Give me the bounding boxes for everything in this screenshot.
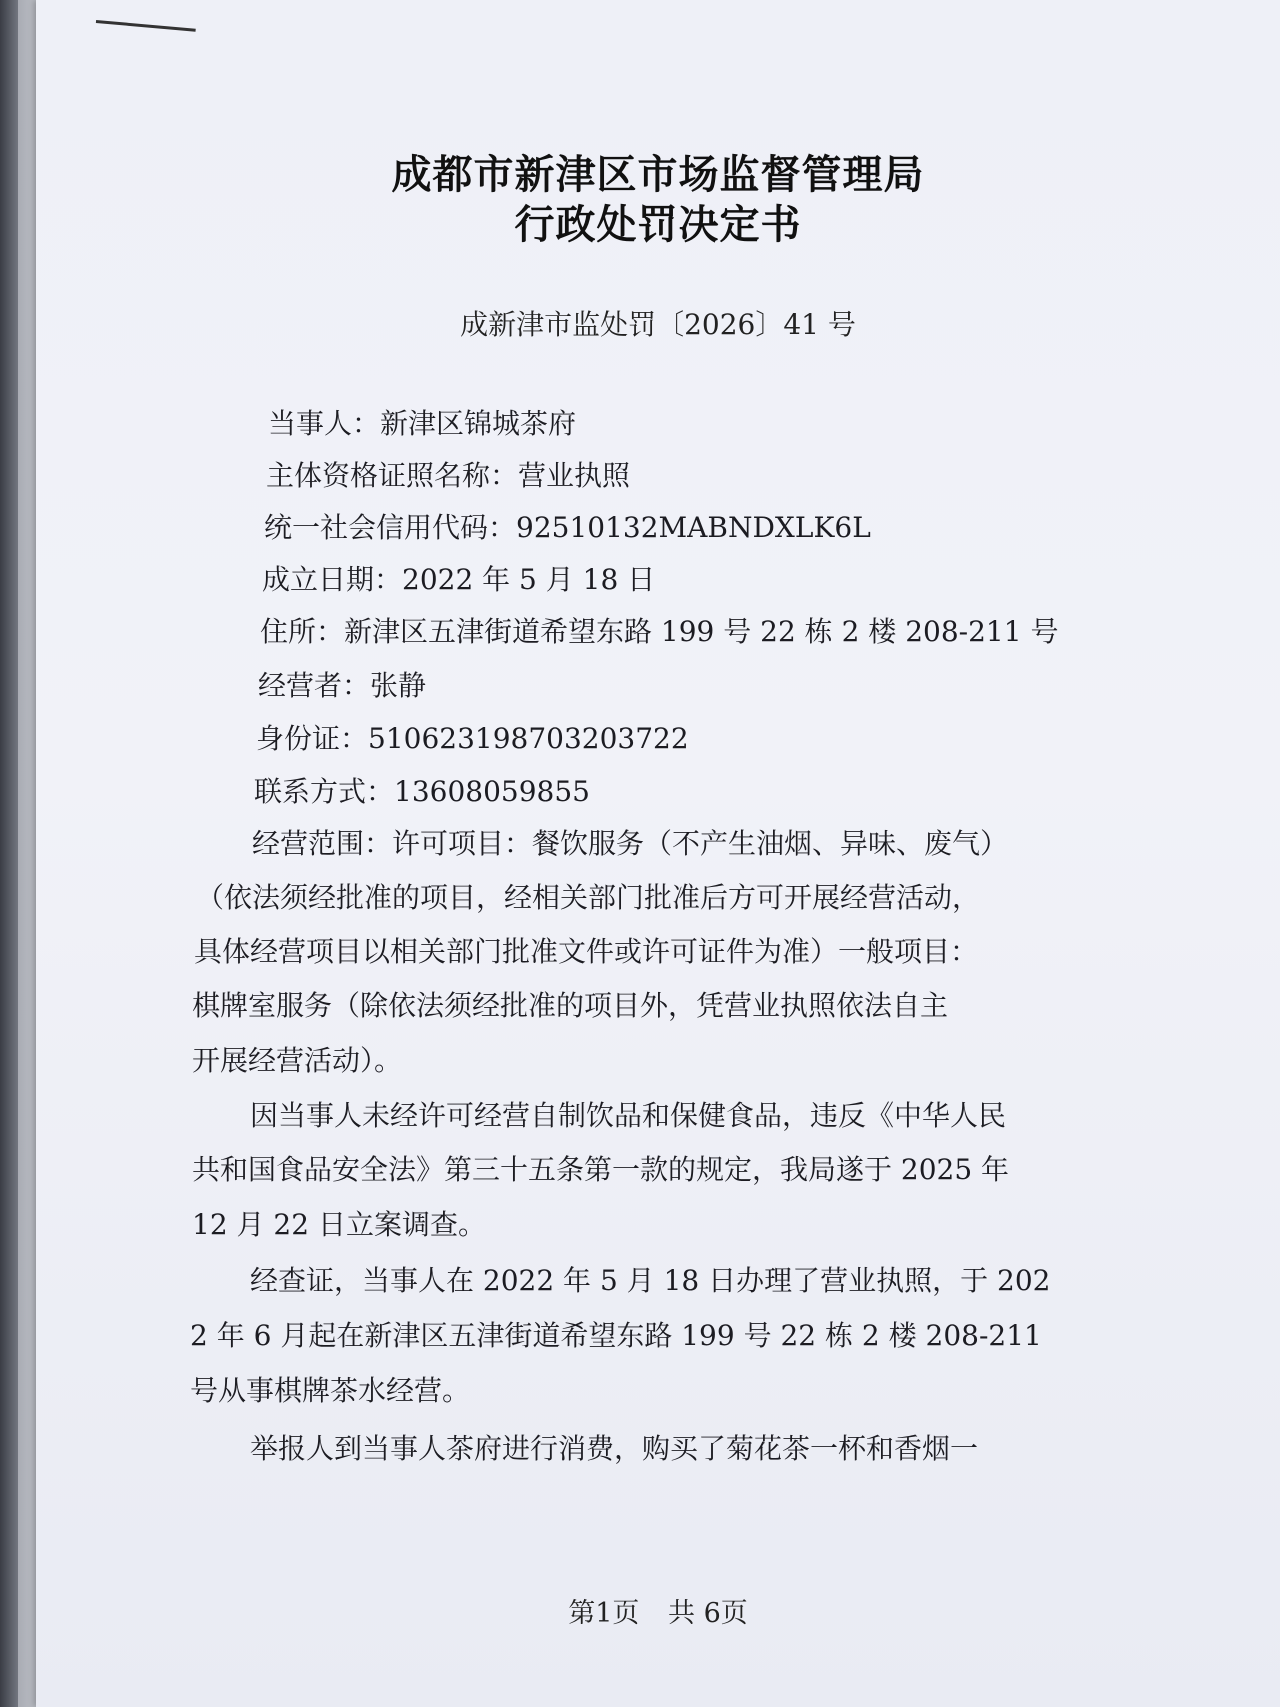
- page-total: 共 6页: [668, 1598, 748, 1629]
- document-page: [36, 0, 1280, 1707]
- license-name-line: 主体资格证照名称：营业执照: [266, 459, 631, 492]
- business-scope-cont-2: 具体经营项目以相关部门批准文件或许可证件为准）一般项目：: [194, 935, 979, 968]
- violation-paragraph-line2: 共和国食品安全法》第三十五条第一款的规定，我局遂于 2025 年: [192, 1153, 1010, 1186]
- document-number: 成新津市监处罚〔2026〕41 号: [460, 308, 856, 341]
- document-title-line1: 成都市新津区市场监督管理局: [391, 151, 925, 198]
- pen-mark: [96, 20, 196, 32]
- party-line: 当事人：新津区锦城茶府: [268, 407, 577, 440]
- id-card-line: 身份证：510623198703203722: [256, 722, 689, 755]
- operator-line: 经营者：张静: [258, 669, 427, 702]
- business-scope-line: 经营范围：许可项目：餐饮服务（不产生油烟、异味、废气）: [252, 827, 1009, 860]
- business-scope-cont-3: 棋牌室服务（除依法须经批准的项目外，凭营业执照依法自主: [192, 989, 949, 1022]
- investigation-paragraph-line3: 号从事棋牌茶水经营。: [190, 1374, 471, 1407]
- violation-paragraph-line3: 12 月 22 日立案调查。: [192, 1208, 486, 1241]
- investigation-paragraph-line2: 2 年 6 月起在新津区五津街道希望东路 199 号 22 栋 2 楼 208-211: [190, 1319, 1042, 1352]
- investigation-paragraph-line1: 经查证，当事人在 2022 年 5 月 18 日办理了营业执照，于 202: [250, 1264, 1051, 1297]
- page-number: 第1页: [568, 1598, 640, 1629]
- page-footer: [36, 1591, 1280, 1630]
- established-date-line: 成立日期：2022 年 5 月 18 日: [262, 563, 656, 596]
- business-scope-cont-4: 开展经营活动）。: [192, 1044, 403, 1077]
- report-paragraph-line1: 举报人到当事人茶府进行消费，购买了菊花茶一杯和香烟一: [250, 1432, 979, 1465]
- contact-line: 联系方式：13608059855: [254, 775, 590, 808]
- violation-paragraph-line1: 因当事人未经许可经营自制饮品和保健食品，违反《中华人民: [250, 1099, 1007, 1132]
- address-line: 住所：新津区五津街道希望东路 199 号 22 栋 2 楼 208-211 号: [260, 615, 1059, 648]
- credit-code-line: 统一社会信用代码：92510132MABNDXLK6L: [264, 511, 871, 544]
- business-scope-cont-1: （依法须经批准的项目，经相关部门批准后方可开展经营活动，: [196, 881, 981, 914]
- document-title-line2: 行政处罚决定书: [514, 201, 802, 248]
